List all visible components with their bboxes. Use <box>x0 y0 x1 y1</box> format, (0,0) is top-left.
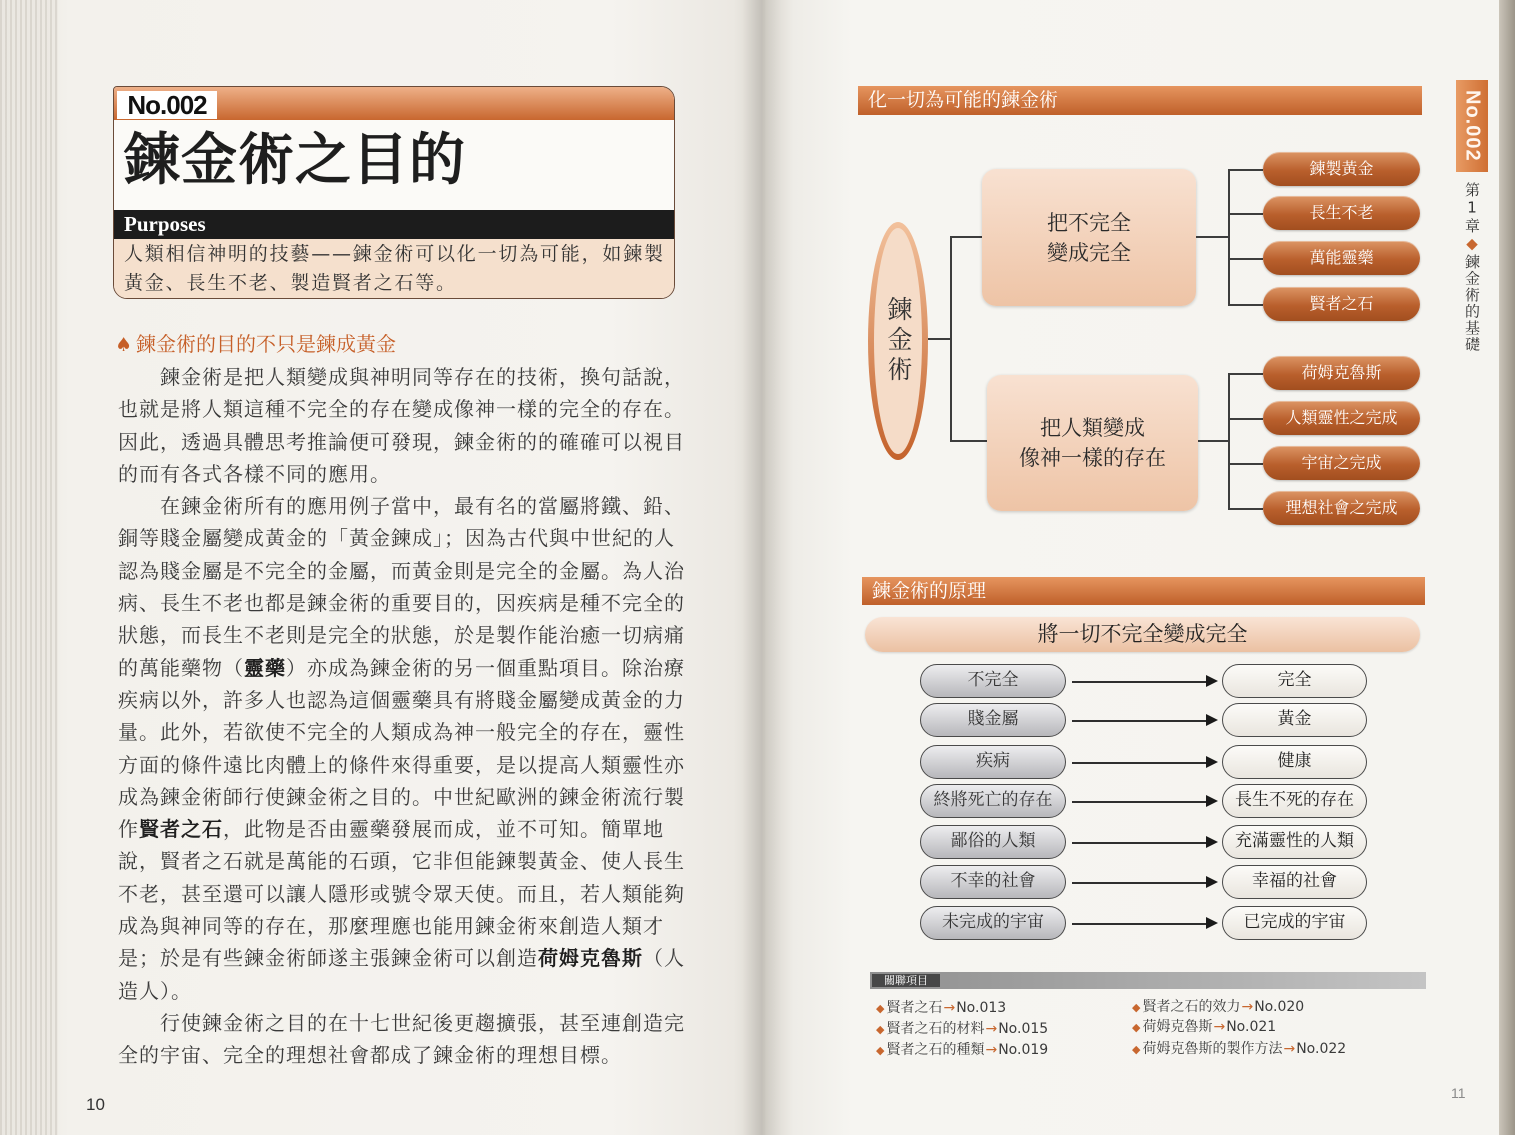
perfect-state: 健康 <box>1222 745 1367 779</box>
chapter-label <box>1462 182 1483 353</box>
summary-line: 人類相信神明的技藝——鍊金術可以化一切為可能，如鍊製 <box>124 243 665 265</box>
diamond-icon: ◆ <box>876 1044 885 1057</box>
leaf-node: 長生不老 <box>1263 196 1420 230</box>
bold-term: 賢者之石 <box>139 817 223 842</box>
body-line <box>118 942 703 974</box>
bold-term: 荷姆克魯斯 <box>538 946 643 971</box>
book-gutter <box>742 0 782 1135</box>
imperfect-state: 不幸的社會 <box>920 865 1066 899</box>
side-tab <box>1456 80 1488 172</box>
text-run: 全的宇宙、完全的理想社會都成了鍊金術的理想目標。 <box>118 1043 622 1068</box>
leaf-node: 鍊製黃金 <box>1263 152 1420 186</box>
section-heading-text: 鍊金術的目的不只是鍊成黃金 <box>136 332 397 356</box>
body-line <box>118 555 703 587</box>
text-run: 量。此外，若欲使不完全的人類成為神一般完全的存在，靈性 <box>118 720 685 745</box>
perfect-state: 長生不死的存在 <box>1222 784 1367 818</box>
side-tab-number: No.002 <box>1461 90 1484 162</box>
section-heading <box>115 330 396 358</box>
imperfect-state: 不完全 <box>920 664 1066 698</box>
text-run: 是；於是有些鍊金術師遂主張鍊金術可以創造 <box>118 946 538 971</box>
text-run: 行使鍊金術之目的在十七世紀後更趨擴張，甚至連創造完 <box>160 1010 685 1035</box>
text-run: 因此，透過具體思考推論便可發現，鍊金術的的確確可以視目 <box>118 429 685 454</box>
body-line <box>118 781 703 813</box>
related-items-bar <box>870 972 1426 989</box>
related-item-name: 賢者之石 <box>886 1000 943 1016</box>
right-page-edge <box>1499 0 1515 1135</box>
body-text <box>118 361 703 1072</box>
related-item <box>876 1020 1048 1039</box>
related-item-ref: No.021 <box>1226 1019 1277 1035</box>
text-run: 病、長生不老也都是鍊金術的重要目的，因疾病是種不完全的 <box>118 591 685 616</box>
connector-line <box>1228 463 1263 465</box>
body-line <box>118 619 703 651</box>
text-run: 成為與神同等的存在，那麼理應也能用鍊金術來創造人類才 <box>118 914 664 939</box>
text-run: 也就是將人類這種不完全的存在變成像神一樣的完全的存在。 <box>118 397 685 422</box>
arrow-line <box>1072 762 1208 764</box>
leaf-node: 荷姆克魯斯 <box>1263 356 1420 390</box>
perfect-state: 黃金 <box>1222 703 1367 737</box>
connector-line <box>1228 169 1263 171</box>
body-line <box>118 458 703 490</box>
leaf-node: 賢者之石 <box>1263 287 1420 321</box>
summary-box <box>114 239 674 299</box>
diamond-icon: ◆ <box>876 1023 885 1036</box>
body-paragraph <box>118 361 703 490</box>
branch-label-line: 把不完全 <box>1047 210 1131 235</box>
arrow-right-icon: → <box>1241 999 1254 1015</box>
connector-line <box>1196 236 1228 238</box>
arrow-right-icon: → <box>985 1042 998 1058</box>
related-item-ref: No.015 <box>998 1021 1049 1037</box>
imperfect-state: 疾病 <box>920 745 1066 779</box>
branch-node-divinity <box>987 375 1198 511</box>
body-line <box>118 975 703 1007</box>
text-run: 說，賢者之石就是萬能的石頭，它非但能鍊製黃金、使人長生 <box>118 849 685 874</box>
arrow-line <box>1072 681 1208 683</box>
related-item-name: 荷姆克魯斯 <box>1142 1019 1213 1035</box>
leaf-node: 宇宙之完成 <box>1263 446 1420 480</box>
connector-line <box>1198 440 1228 442</box>
connector-line <box>950 236 982 238</box>
branch-label-line: 像神一樣的存在 <box>1019 446 1166 470</box>
related-item-ref: No.019 <box>998 1042 1049 1058</box>
english-subtitle: Purposes <box>114 210 674 239</box>
text-run: 方面的條件遠比肉體上的條件來得重要，是以提高人類靈性亦 <box>118 752 685 777</box>
connector-line <box>1228 304 1263 306</box>
arrow-right-icon <box>1206 714 1218 726</box>
text-run: 鍊金術是把人類變成與神明同等存在的技術，換句話說， <box>160 365 685 389</box>
connector-line <box>1228 258 1263 260</box>
text-run: 認為賤金屬是不完全的金屬，而黃金則是完全的金屬。為人治 <box>118 558 685 583</box>
connector-line <box>1228 213 1263 215</box>
related-item <box>1132 1040 1346 1059</box>
principle-banner: 將一切不完全變成完全 <box>865 617 1420 652</box>
related-item-name: 賢者之石的種類 <box>886 1042 985 1058</box>
chapter-title: 鍊金術的基礎 <box>1463 254 1481 353</box>
body-line <box>118 749 703 781</box>
body-line <box>118 393 703 425</box>
body-line <box>118 490 703 522</box>
related-item-ref: No.020 <box>1254 999 1305 1015</box>
related-item <box>1132 998 1304 1017</box>
imperfect-state: 鄙俗的人類 <box>920 825 1066 859</box>
arrow-line <box>1072 882 1208 884</box>
body-line <box>118 1039 703 1071</box>
text-run: 不老，甚至還可以讓人隱形或號令眾天使。而且，若人類能夠 <box>118 881 685 906</box>
body-line <box>118 361 703 393</box>
arrow-line <box>1072 923 1208 925</box>
arrow-right-icon: → <box>1213 1019 1226 1035</box>
related-item-name: 賢者之石的材料 <box>886 1021 985 1037</box>
text-run: 銅等賤金屬變成黃金的「黃金鍊成」；因為古代與中世紀的人 <box>118 526 675 551</box>
entry-header <box>113 86 675 299</box>
arrow-line <box>1072 801 1208 803</box>
diagram-title-principle: 鍊金術的原理 <box>862 577 1425 605</box>
diagram-title-possibilities: 化一切為可能的鍊金術 <box>858 86 1422 115</box>
related-item <box>876 1041 1048 1060</box>
body-paragraph <box>118 1007 703 1072</box>
body-line <box>118 587 703 619</box>
body-line <box>118 910 703 942</box>
arrow-line <box>1072 720 1208 722</box>
related-item-ref: No.013 <box>956 1000 1007 1016</box>
related-item-ref: No.022 <box>1296 1041 1347 1057</box>
arrow-right-icon <box>1206 675 1218 687</box>
diamond-icon: ◆ <box>1132 1001 1141 1014</box>
connector-line <box>950 440 987 442</box>
text-run: （人 <box>643 946 685 971</box>
body-line <box>118 845 703 877</box>
connector-line <box>1228 169 1230 305</box>
body-line <box>118 522 703 554</box>
arrow-right-icon <box>1206 876 1218 888</box>
perfect-state: 完全 <box>1222 664 1367 698</box>
connector-line <box>928 338 950 340</box>
connector-line <box>1228 373 1230 509</box>
arrow-right-icon <box>1206 917 1218 929</box>
text-run: 的而有各式各樣不同的應用。 <box>118 461 391 486</box>
arrow-right-icon <box>1206 756 1218 768</box>
arrow-right-icon: → <box>943 1000 956 1016</box>
imperfect-state: 終將死亡的存在 <box>920 784 1066 818</box>
spade-icon: ♠ <box>115 334 133 356</box>
arrow-line <box>1072 842 1208 844</box>
text-run: 的萬能藥物（ <box>118 655 244 680</box>
branch-label-line: 把人類變成 <box>1040 416 1145 440</box>
text-run: 造人）。 <box>118 978 192 1003</box>
related-items-label: 關聯項目 <box>872 974 940 987</box>
imperfect-state: 賤金屬 <box>920 703 1066 737</box>
root-node <box>868 222 928 460</box>
text-run: 狀態，而長生不老則是完全的狀態，於是製作能治癒一切病痛 <box>118 623 685 648</box>
connector-line <box>1228 373 1263 375</box>
perfect-state: 充滿靈性的人類 <box>1222 825 1367 859</box>
arrow-right-icon: → <box>985 1021 998 1037</box>
body-line <box>118 1007 703 1039</box>
diamond-icon: ◆ <box>1463 234 1481 254</box>
leaf-node: 人類靈性之完成 <box>1263 401 1420 435</box>
text-run: 作 <box>118 817 139 842</box>
perfect-state: 已完成的宇宙 <box>1222 906 1367 940</box>
body-line <box>118 426 703 458</box>
connector-line <box>1228 508 1263 510</box>
arrow-right-icon <box>1206 795 1218 807</box>
bold-term: 靈藥 <box>244 655 286 680</box>
branch-node-perfection <box>982 169 1196 306</box>
body-line <box>118 813 703 845</box>
text-run: 成為鍊金術師行使鍊金術之目的。中世紀歐洲的鍊金術流行製 <box>118 784 685 809</box>
entry-number-badge: No.002 <box>117 91 217 119</box>
body-line <box>118 878 703 910</box>
page-number-right: 11 <box>1451 1085 1466 1101</box>
arrow-right-icon <box>1206 836 1218 848</box>
related-item <box>876 999 1006 1018</box>
page-number-left: 10 <box>86 1095 105 1114</box>
leaf-node: 理想社會之完成 <box>1263 491 1420 525</box>
leaf-node: 萬能靈藥 <box>1263 241 1420 275</box>
imperfect-state: 未完成的宇宙 <box>920 906 1066 940</box>
chapter-number: 第1章 <box>1463 182 1481 235</box>
text-run: 在鍊金術所有的應用例子當中，最有名的當屬將鐵、鉛、 <box>160 494 685 519</box>
page-edges <box>0 0 58 1135</box>
arrow-right-icon: → <box>1283 1041 1296 1057</box>
related-item-name: 荷姆克魯斯的製作方法 <box>1142 1041 1283 1057</box>
body-line <box>118 652 703 684</box>
connector-line <box>950 236 952 441</box>
branch-label-line: 變成完全 <box>1047 240 1131 265</box>
root-node-fill <box>874 228 922 454</box>
text-run: ）亦成為鍊金術的另一個重點項目。除治療 <box>286 655 685 680</box>
body-line <box>118 684 703 716</box>
diamond-icon: ◆ <box>1132 1043 1141 1056</box>
diamond-icon: ◆ <box>1132 1021 1141 1034</box>
page-title: 鍊金術之目的 <box>124 128 466 193</box>
summary-line: 黃金、長生不老、製造賢者之石等。 <box>124 272 457 294</box>
related-item <box>1132 1018 1276 1037</box>
body-paragraph <box>118 490 703 1007</box>
connector-line <box>1228 418 1263 420</box>
diamond-icon: ◆ <box>876 1002 885 1015</box>
related-item-name: 賢者之石的效力 <box>1142 999 1241 1015</box>
root-label: 鍊金術 <box>884 296 913 386</box>
text-run: 疾病以外，許多人也認為這個靈藥具有將賤金屬變成黃金的力 <box>118 687 685 712</box>
perfect-state: 幸福的社會 <box>1222 865 1367 899</box>
body-line <box>118 716 703 748</box>
text-run: ，此物是否由靈藥發展而成，並不可知。簡單地 <box>223 817 664 842</box>
